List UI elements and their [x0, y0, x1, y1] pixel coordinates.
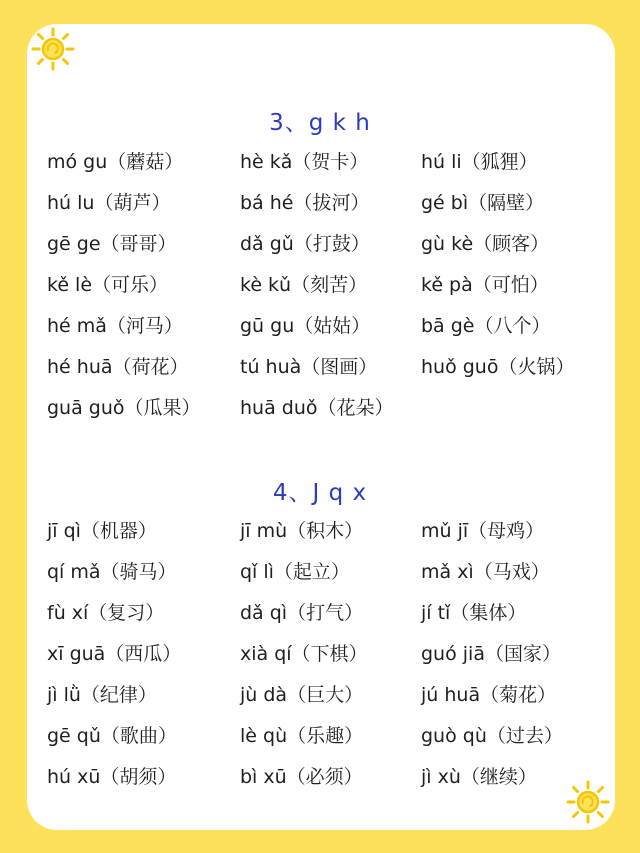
word-item: hú xū（胡须）	[47, 766, 177, 788]
word-item: hé huā（荷花）	[47, 356, 189, 378]
word-item: mǔ jī（母鸡）	[421, 520, 545, 542]
word-item: lè qù（乐趣）	[240, 725, 364, 747]
word-item: mǎ xì（马戏）	[421, 561, 550, 583]
word-item: gé bì（隔壁）	[421, 192, 545, 214]
word-item: kě lè（可乐）	[47, 274, 169, 296]
word-item: dǎ gǔ（打鼓）	[240, 233, 370, 255]
word-item: fù xí（复习）	[47, 602, 165, 624]
word-item: kè kǔ（刻苦）	[240, 274, 368, 296]
word-item: huā duǒ（花朵）	[240, 397, 394, 419]
word-item: qí mǎ（骑马）	[47, 561, 177, 583]
word-item: xià qí（下棋）	[240, 643, 368, 665]
word-item: xī guā（西瓜）	[47, 643, 182, 665]
word-item: guò qù（过去）	[421, 725, 563, 747]
word-item: hé mǎ（河马）	[47, 315, 183, 337]
word-item: qǐ lì（起立）	[240, 561, 350, 583]
word-item: gē ge（哥哥）	[47, 233, 177, 255]
word-item: gù kè（顾客）	[421, 233, 550, 255]
word-item: hè kǎ（贺卡）	[240, 151, 369, 173]
section-3-heading: 3、g k h	[269, 110, 371, 136]
word-item: gū gu（姑姑）	[240, 315, 371, 337]
word-item: hú lu（葫芦）	[47, 192, 171, 214]
word-item: hú li（狐狸）	[421, 151, 538, 173]
word-item: bì xū（必须）	[240, 766, 363, 788]
word-item: jù dà（巨大）	[240, 684, 364, 706]
word-item: mó gu（蘑菇）	[47, 151, 184, 173]
word-item: jí tǐ（集体）	[421, 602, 527, 624]
word-item: guā guǒ（瓜果）	[47, 397, 201, 419]
word-item: jì lǜ（纪律）	[47, 684, 157, 706]
word-item: gē qǔ（歌曲）	[47, 725, 177, 747]
word-item: jì xù（继续）	[421, 766, 537, 788]
word-item: kě pà（可怕）	[421, 274, 549, 296]
section-4-heading: 4、J q x	[272, 480, 368, 506]
word-item: bá hé（拔河）	[240, 192, 370, 214]
word-item: jī mù（积木）	[240, 520, 364, 542]
word-item: huǒ guō（火锅）	[421, 356, 575, 378]
word-item: guó jiā（国家）	[421, 643, 561, 665]
word-item: jú huā（菊花）	[421, 684, 557, 706]
word-item: bā gè（八个）	[421, 315, 551, 337]
section-3-word-grid	[47, 146, 627, 433]
word-item: tú huà（图画）	[240, 356, 378, 378]
sun-icon	[30, 26, 76, 72]
word-item: jī qì（机器）	[47, 520, 157, 542]
word-item: dǎ qì（打气）	[240, 602, 364, 624]
section-4-word-grid	[47, 515, 627, 802]
